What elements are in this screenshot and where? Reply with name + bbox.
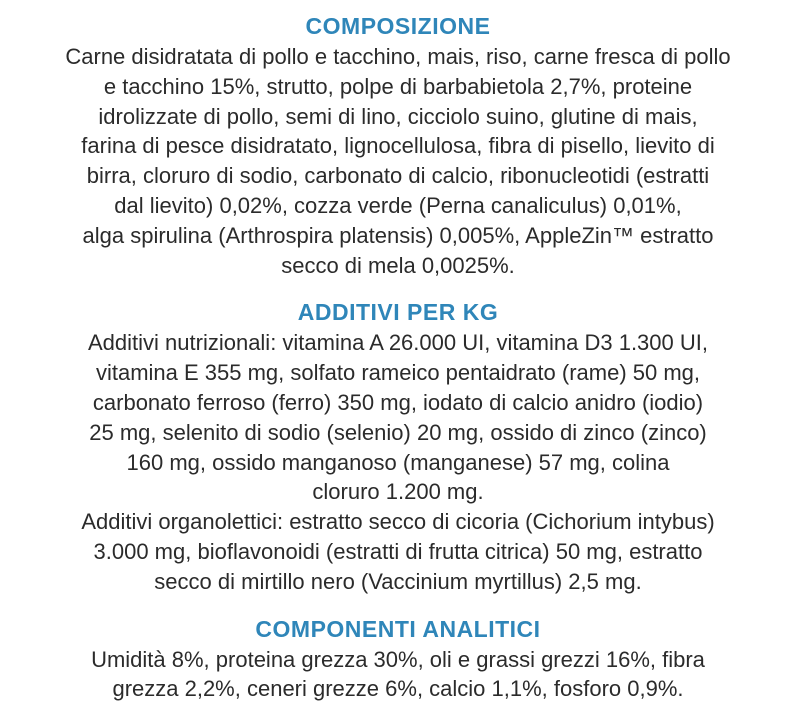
- componenti-heading: COMPONENTI ANALITICI: [255, 615, 541, 642]
- section-composizione: [10, 10, 786, 280]
- text-line: carbonato ferroso (ferro) 350 mg, iodato di calcio anidro (iodio): [92, 389, 704, 415]
- additivi-text: [10, 328, 786, 596]
- text-line: birra, cloruro di sodio, carbonato di calcio, ribonucleotidi (estratti: [86, 163, 710, 189]
- text-line: Additivi organolettici: estratto secco di cicoria (Cichorium intybus): [81, 509, 715, 535]
- text-line: idrolizzate di pollo, semi di lino, cicciolo suino, glutine di mais,: [98, 103, 698, 129]
- section-componenti: [10, 613, 786, 705]
- additivi-organolettici-paragraph: [10, 507, 786, 596]
- text-line: Carne disidratata di pollo e tacchino, mais, riso, carne fresca di pollo: [65, 44, 731, 69]
- text-line: grezza 2,2%, ceneri grezze 6%, calcio 1,1%, fosforo 0,9%.: [112, 676, 684, 702]
- text-line: farina di pesce disidratato, lignocellulosa, fibra di pisello, lievito di: [81, 133, 715, 159]
- additivi-nutrizionali-paragraph: [10, 328, 786, 507]
- text-line: alga spirulina (Arthrospira platensis) 0,005%, AppleZin™ estratto: [82, 222, 714, 248]
- text-line: secco di mirtillo nero (Vaccinium myrtillus) 2,5 mg.: [154, 568, 642, 594]
- text-line: cloruro 1.200 mg.: [312, 479, 484, 505]
- additivi-heading: ADDITIVI PER KG: [297, 299, 499, 326]
- composizione-heading: COMPOSIZIONE: [305, 13, 491, 39]
- text-line: e tacchino 15%, strutto, polpe di barbabietola 2,7%, proteine: [103, 73, 693, 99]
- text-line: 3.000 mg, bioflavonoidi (estratti di frutta citrica) 50 mg, estratto: [93, 538, 703, 564]
- text-line: Additivi nutrizionali: vitamina A 26.000 UI, vitamina D3 1.300 UI,: [88, 330, 708, 356]
- text-line: vitamina E 355 mg, solfato rameico pentaidrato (rame) 50 mg,: [95, 360, 701, 386]
- text-line: secco di mela 0,0025%.: [281, 252, 515, 278]
- section-additivi: [10, 296, 786, 596]
- text-line: 160 mg, ossido manganoso (manganese) 57 mg, colina: [126, 449, 670, 475]
- componenti-text: [10, 645, 786, 705]
- composizione-text: [10, 42, 786, 280]
- text-line: dal lievito) 0,02%, cozza verde (Perna canaliculus) 0,01%,: [114, 192, 682, 218]
- text-line: 25 mg, selenito di sodio (selenio) 20 mg, ossido di zinco (zinco): [89, 419, 707, 445]
- text-line: Umidità 8%, proteina grezza 30%, oli e grassi grezzi 16%, fibra: [91, 646, 705, 672]
